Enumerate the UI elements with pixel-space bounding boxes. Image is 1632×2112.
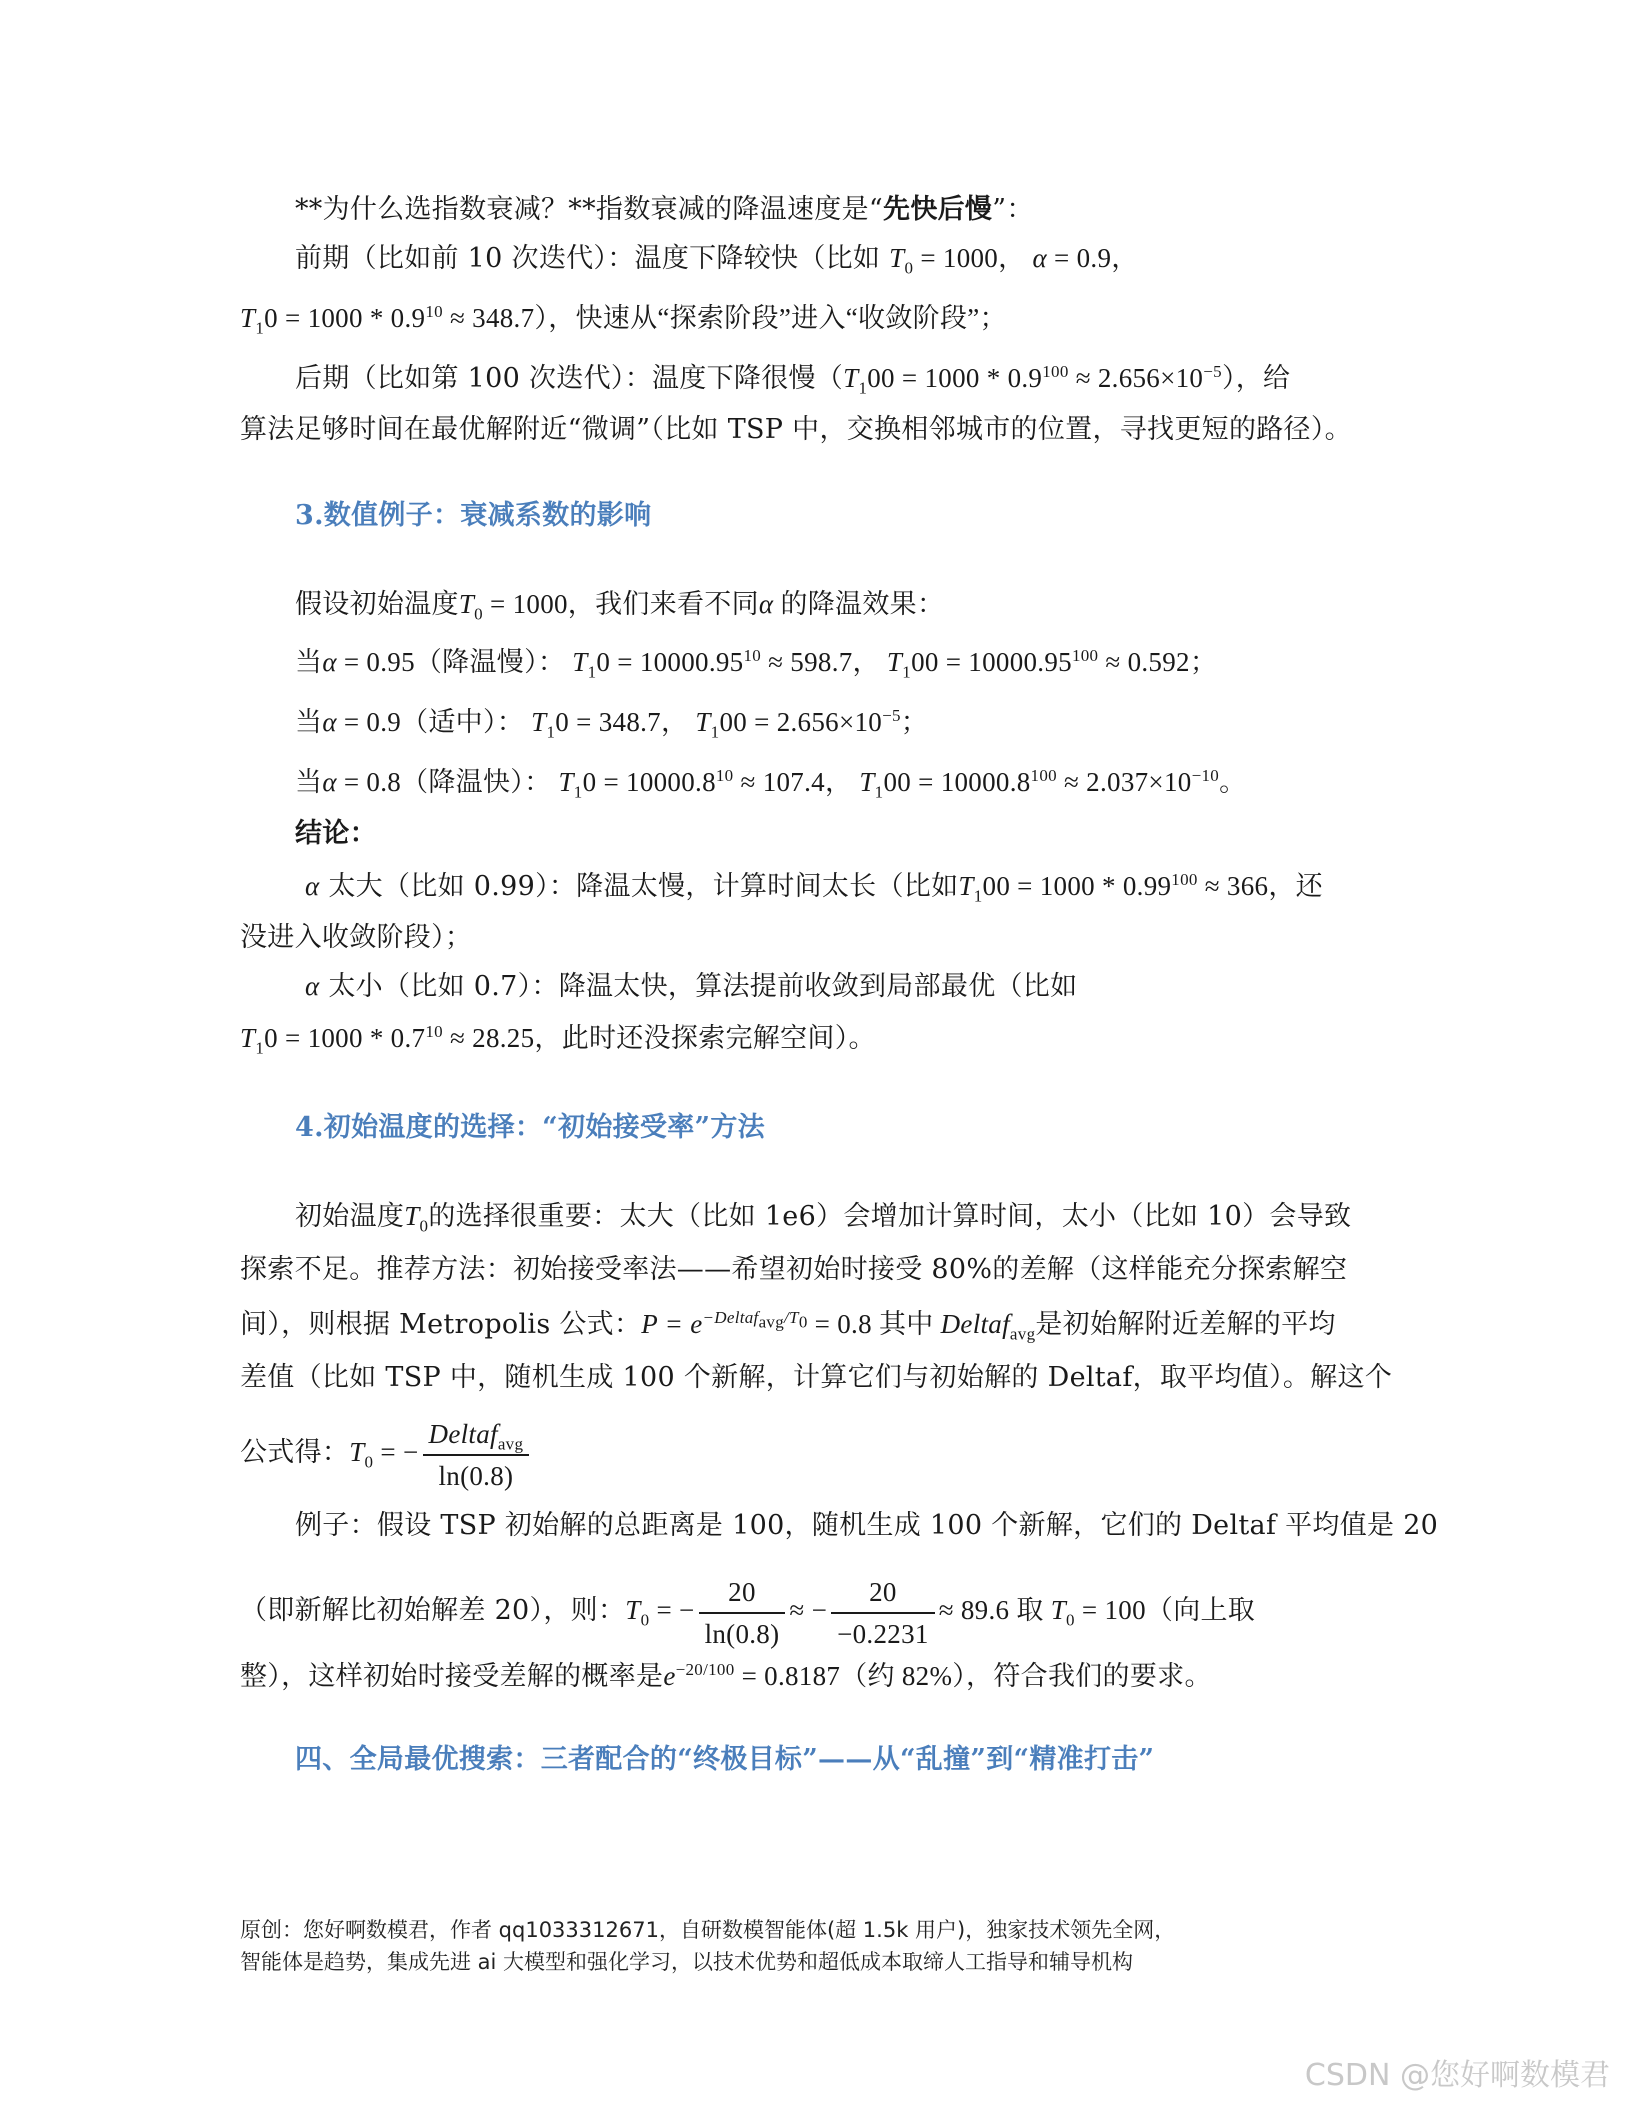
text: ”： — [992, 194, 1034, 225]
paragraph-initial-temp-2: 探索不足。推荐方法：初始接受率法——希望初始时接受 80%的差解（这样能充分探索解空 — [240, 1254, 1348, 1285]
paragraph-example: 例子：假设 TSP 初始解的总距离是 100，随机生成 100 个新解，它们的 Deltaf 平均值是 20 — [295, 1510, 1439, 1541]
footer-line-2: 智能体是趋势，集成先进 ai 大模型和强化学习，以技术优势和超低成本取缔人工指导和辅导机构 — [240, 1950, 1134, 1974]
paragraph-metropolis: 间），则根据 Metropolis 公式：$P = e^{-Deltaf_{avg}/T_0} = 0.8$ 其中 Deltaf$_{avg}$是初始解附近差解的平均 — [240, 1308, 1336, 1344]
formula: $T_0 = 1000$， α = 0.9， — [889, 243, 1139, 278]
paragraph-late-phase: 后期（比如第 100 次迭代）：温度下降很慢$(T_100 = 1000 * 0.9^{100} \approx 2.656\times 10^{-5})$，给 — [295, 362, 1291, 398]
paragraph-accept-prob: 整），这样初始时接受差解的概率是$e^{-20/100} = 0.8187$（约 82%），符合我们的要求。 — [240, 1660, 1212, 1692]
example-alpha-08: 当α = 0.8（降温快）： $T_10 = 10000.8^{10} \approx 107.4$， $T_100 = 10000.8^{100} \approx 2.037\times 10^{-10}$。 — [295, 766, 1247, 802]
footer-line-1: 原创：您好啊数模君，作者 qq1033312671，自研数模智能体(超 1.5k 用户)，独家技术领先全网， — [240, 1918, 1176, 1942]
formula-t0-derived: 公式得：$T_0$ = − $\frac{Deltaf_{avg}}{\ln(0.8)}$ — [240, 1416, 533, 1494]
paragraph-initial-temp: 初始温度$T_0$的选择很重要：太大（比如 1e6）会增加计算时间，太小（比如 10）会导致 — [295, 1201, 1352, 1236]
conclusion-alpha-small-cont: $T_10 = 1000 * 0.7^{10} \approx 28.25$，此时还没探索完解空间）。 — [240, 1022, 876, 1058]
paragraph-late-phase-cont: 算法足够时间在最优解附近“微调”（比如 TSP 中，交换相邻城市的位置，寻找更短的路径）。 — [240, 414, 1352, 445]
conclusion-alpha-large: α 太大（比如 0.99）：降温太慢，计算时间太长（比如$T_100 = 1000 * 0.99^{100} \approx 366$，还 — [305, 870, 1323, 906]
text: 前期（比如前 10 次迭代）：温度下降较快（比如 — [295, 243, 881, 274]
conclusion-label: 结论： — [295, 818, 377, 849]
section-heading-4: 4.初始温度的选择：“初始接受率”方法 — [295, 1112, 765, 1143]
paragraph-early-phase-cont: $T_10 = 1000 * 0.9^{10} \approx 348.7$），快速从“探索阶段”进入“收敛阶段”； — [240, 302, 1007, 338]
csdn-watermark: CSDN @您好啊数模君 — [1304, 2058, 1610, 2093]
formula-example-t0: （即新解比初始解差 20），则：$T_0$ = − $\frac{20}{\ln(0.8)}$ ≈ − $\frac{20}{-0.2231}$ ≈ 89.6 取 $T_0 = 100$（向上取 — [240, 1574, 1255, 1652]
emphasis-text: 先快后慢 — [883, 194, 993, 225]
fraction: $\frac{20}{-0.2231}$ — [831, 1574, 935, 1652]
paragraph-early-phase — [295, 238, 1139, 279]
conclusion-alpha-small: α 太小（比如 0.7）：降温太快，算法提前收敛到局部最优（比如 — [305, 971, 1078, 1002]
section-heading-3: 3.数值例子：衰减系数的影响 — [295, 500, 652, 531]
paragraph-metropolis-cont: 差值（比如 TSP 中，随机生成 100 个新解，计算它们与初始解的 Deltaf，取平均值）。解这个 — [240, 1362, 1393, 1393]
paragraph-assume-t0: 假设初始温度$T_0 = 1000$，我们来看不同α 的降温效果： — [295, 589, 945, 624]
paragraph-why-exponential — [295, 190, 1034, 230]
text: **为什么选指数衰减？**指数衰减的降温速度是“ — [295, 194, 884, 225]
example-alpha-09: 当α = 0.9（适中）： $T_10 = 348.7$， $T_100 = 2.656\times 10^{-5}$； — [295, 706, 929, 742]
fraction: $\frac{Deltaf_{avg}}{\ln(0.8)}$ — [423, 1416, 530, 1494]
fraction: $\frac{20}{\ln(0.8)}$ — [699, 1574, 786, 1652]
example-alpha-095: 当α = 0.95（降温慢）： $T_10 = 10000.95^{10} \approx 598.7$， $T_100 = 10000.95^{100} \approx 0.592$； — [295, 646, 1218, 682]
conclusion-alpha-large-cont: 没进入收敛阶段）； — [240, 922, 473, 953]
section-heading-global: 四、全局最优搜索：三者配合的“终极目标”——从“乱撞”到“精准打击” — [295, 1744, 1155, 1775]
